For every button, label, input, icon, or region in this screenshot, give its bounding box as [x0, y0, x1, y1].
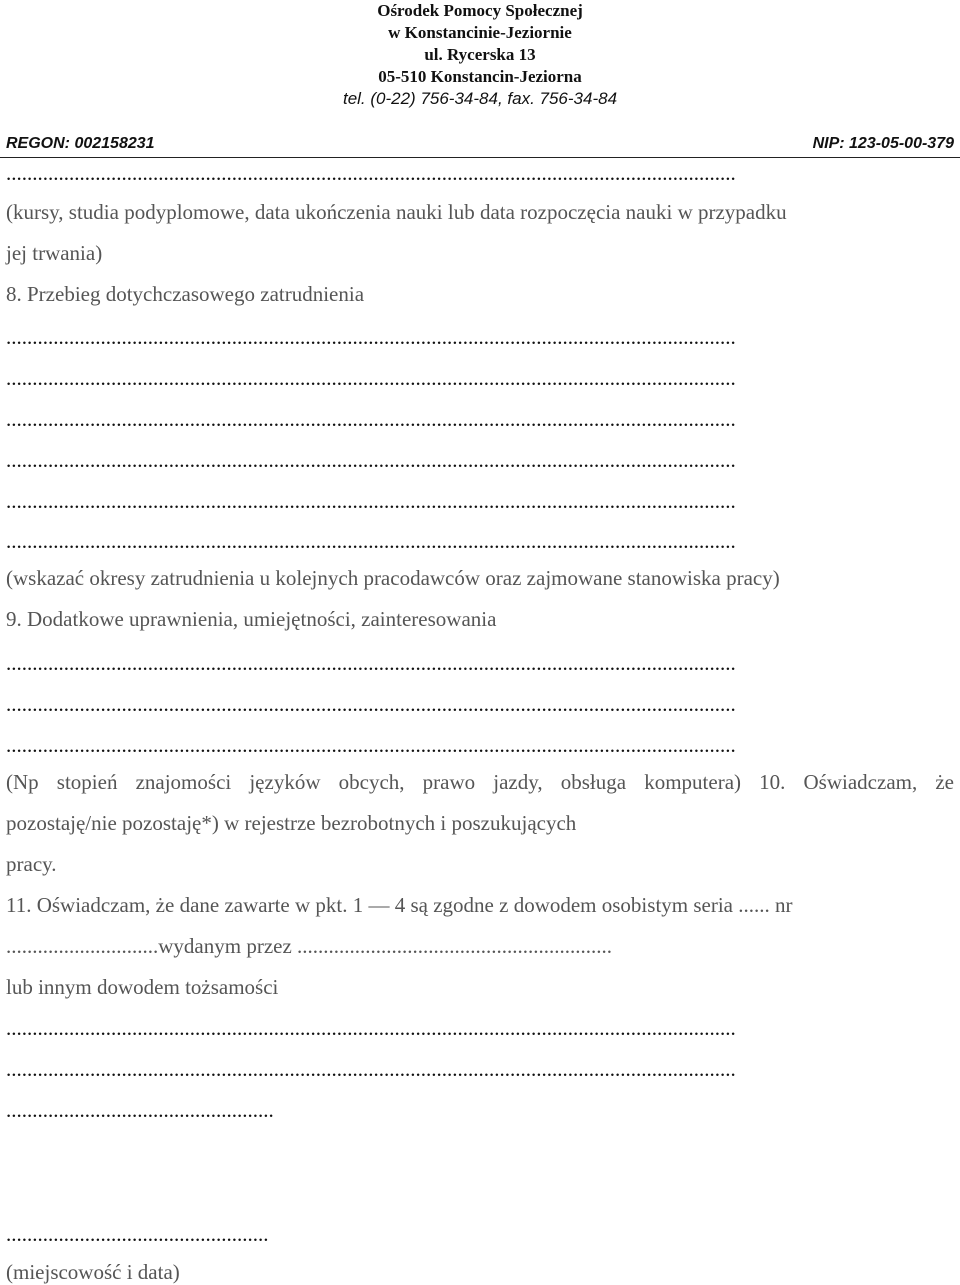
institution-street: ul. Rycerska 13: [424, 45, 536, 64]
dotted-line: ...................................................: [6, 1098, 274, 1122]
dotted-line: ...........................................................................................................................................: [6, 489, 736, 513]
dotted-line: ...........................................................................................................................................: [6, 407, 736, 431]
dotted-line: ...........................................................................................................................................: [6, 733, 736, 757]
nip-number: NIP: 123-05-00-379: [812, 135, 954, 152]
section10-line2: pozostaję/nie pozostaję*) w rejestrze bezrobotnych i poszukujących: [6, 811, 577, 835]
section11-line3: lub innym dowodem tożsamości: [6, 975, 279, 999]
dotted-line: ...........................................................................................................................................: [6, 161, 736, 185]
section7-note-line1: (kursy, studia podyplomowe, data ukończenia nauki lub data rozpoczęcia nauki w przypadku: [6, 200, 787, 224]
section11-line1: 11. Oświadczam, że dane zawarte w pkt. 1 — 4 są zgodne z dowodem osobistym seria ...... nr: [6, 893, 793, 917]
institution-phone: tel. (0-22) 756-34-84, fax. 756-34-84: [342, 89, 618, 108]
header-divider: [0, 157, 960, 158]
dotted-line: ...........................................................................................................................................: [6, 325, 736, 349]
signature-dotted-line: ..................................................: [6, 1222, 269, 1246]
regon-number: REGON: 002158231: [6, 135, 155, 152]
institution-location: w Konstancinie-Jeziornie: [388, 23, 572, 42]
signature-label: (miejscowość i data): [6, 1260, 180, 1284]
id-row: [6, 134, 954, 154]
dotted-line: ...........................................................................................................................................: [6, 692, 736, 716]
section11-line2: .............................wydanym przez ............................................................: [6, 934, 613, 958]
section8-note: (wskazać okresy zatrudnienia u kolejnych pracodawców oraz zajmowane stanowiska pracy): [6, 566, 780, 590]
section10-line3: pracy.: [6, 852, 57, 876]
dotted-line: ...........................................................................................................................................: [6, 529, 736, 553]
dotted-line: ...........................................................................................................................................: [6, 1016, 736, 1040]
dotted-line: ...........................................................................................................................................: [6, 448, 736, 472]
dotted-line: ...........................................................................................................................................: [6, 366, 736, 390]
institution-postal: 05-510 Konstancin-Jeziorna: [378, 67, 582, 86]
institution-name: Ośrodek Pomocy Społecznej: [377, 1, 583, 20]
section7-note-line2: jej trwania): [6, 241, 103, 265]
section9-note-line1: (Np stopień znajomości języków obcych, prawo jazdy, obsługa komputera) 10. Oświadczam, że: [6, 770, 954, 794]
section8-title: 8. Przebieg dotychczasowego zatrudnienia: [6, 282, 365, 306]
dotted-line: ...........................................................................................................................................: [6, 1057, 736, 1081]
dotted-line: ...........................................................................................................................................: [6, 651, 736, 675]
institution-header: [0, 0, 960, 110]
section9-title: 9. Dodatkowe uprawnienia, umiejętności, zainteresowania: [6, 607, 497, 631]
